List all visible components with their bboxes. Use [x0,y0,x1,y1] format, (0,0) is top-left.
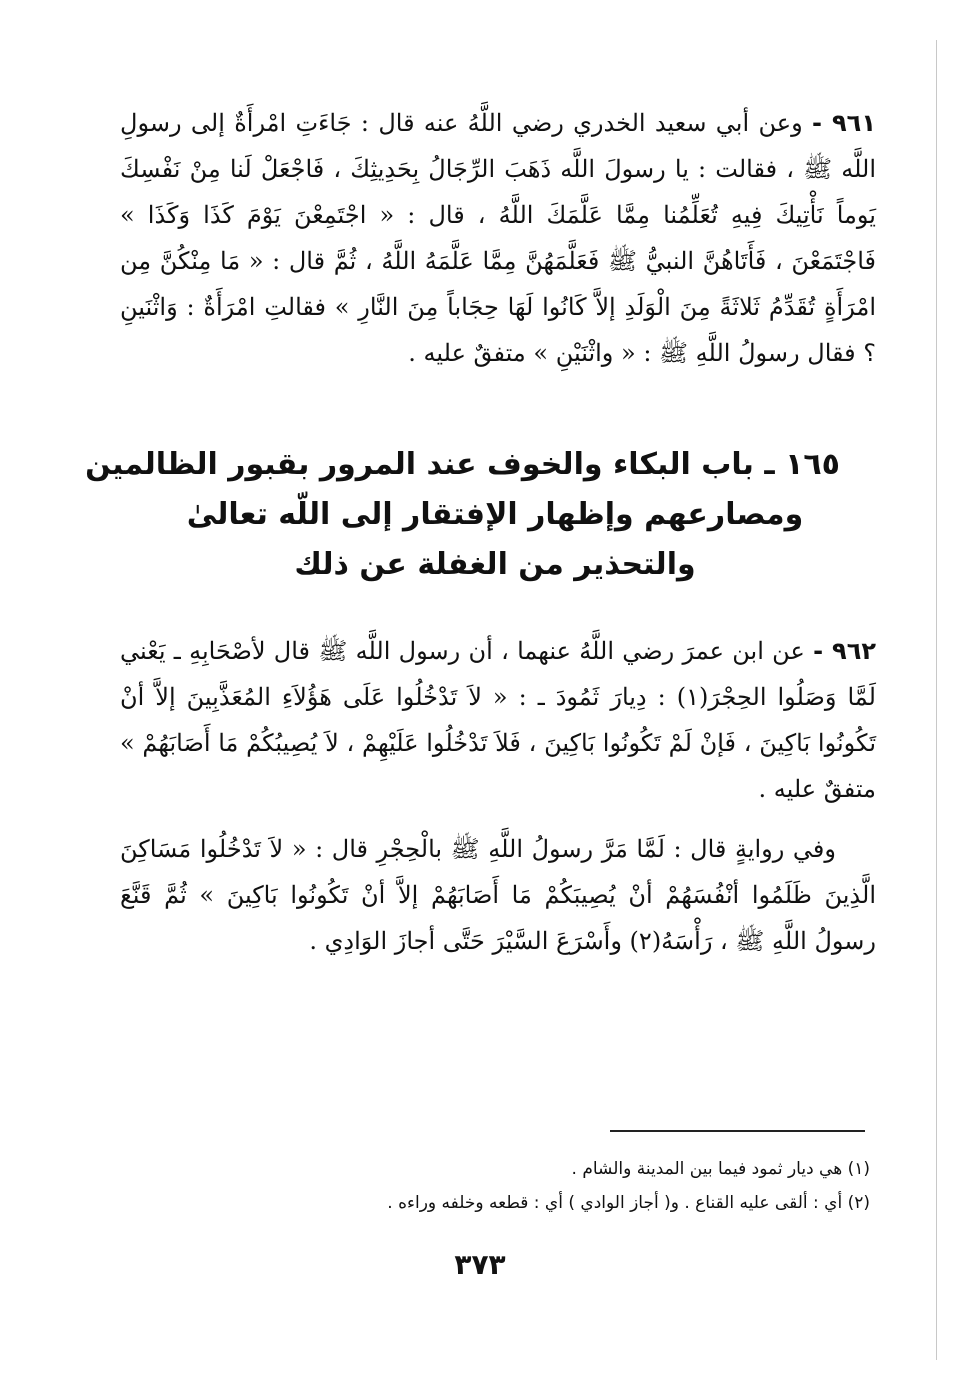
chapter-heading-line-1: ١٦٥ ـ باب البكاء والخوف عند المرور بقبور الظالمين [85,447,840,482]
hadith-962-riwaya-text: وفي روايةٍ قال : لَمَّا مَرَّ رسولُ اللَّهِ ﷺ بالْحِجْرِ قال : « لاَ تَدْخُلُوا مَسَاكِنَ الَّذِينَ ظَلَمُوا أنْفُسَهُمْ أنْ يُصِيبَكُمْ مَا أَصَابَهُمْ إلاَّ أنْ تَكُونُوا بَاكِينَ » ثُمَّ قَنَّعَ رسولُ اللَّهِ ﷺ ، رَأْسَهُ(٢) وأَسْرَعَ السَّيْرَ حَتَّى أجازَ الوَادِي . [120,835,877,955]
chapter-heading-line-3: والتحذير من الغفلة عن ذلك [294,547,696,582]
hadith-962-riwaya-paragraph [120,826,876,964]
chapter-heading [85,440,840,590]
hadith-962-number: ٩٦٢ - [813,637,876,665]
footnotes [300,1152,870,1220]
page-number: ٣٧٣ [454,1248,506,1281]
footnote-1: (١) هي ديار ثمود فيما بين المدينة والشام . [571,1159,870,1179]
hadith-962-text: عن ابن عمرَ رضي اللَّهُ عنهما ، أن رسول اللَّه ﷺ قال لأصْحَابِهِ ـ يَعْني لَمَّا وَصَلُوا الحِجْرَ(١) : دِيارَ ثَمُودَ ـ : « لاَ تَدْخُلُوا عَلَى هَؤُلاَءِ المُعَذَّبِينَ إلاَّ أنْ تَكُونُوا بَاكِينَ ، فَإنْ لَمْ تَكُونُوا بَاكِينَ ، فَلاَ تَدْخُلُوا عَلَيْهِمْ ، لاَ يُصِيبُكُمْ مَا أَصَابَهُمْ » متفقٌ عليه . [120,637,876,803]
hadith-961-paragraph [120,100,876,376]
chapter-heading-line-2: ومصارعهم وإظهار الإفتقار إلى اللّه تعالىٰ [186,497,804,532]
footnote-2: (٢) أي : ألقى عليه القناع . و( أجاز الوادي ) أي : قطعه وخلفه وراءه . [387,1193,870,1213]
footnote-separator [610,1130,865,1132]
scan-edge-line [936,40,937,1360]
hadith-962-paragraph [120,628,876,812]
hadith-961-number: ٩٦١ - [812,109,876,137]
hadith-961-text: وعن أبي سعيد الخدري رضي اللَّهُ عنه قال : جَاءَتِ امْرأَةٌ إلى رسولِ اللَّه ﷺ ، فقالت : يا رسولَ اللَّه ذَهَبَ الرِّجَالُ بِحَدِيثِكَ ، فَاجْعَلْ لَنا مِنْ نَفْسِكَ يَوماً نَأْتِيكَ فِيهِ تُعَلِّمُنا مِمَّا عَلَّمَكَ اللَّهُ ، قال : « اجْتَمِعْنَ يَوْمَ كَذَا وَكَذَا » فَاجْتَمَعْنَ ، فَأَتَاهُنَّ النبيُّ ﷺ فَعَلَّمَهُنَّ مِمَّا عَلَّمَهُ اللَّهُ ، ثُمَّ قال : « مَا مِنْكُنَّ مِن امْرَأَةٍ تُقَدِّمُ ثَلاثَةً مِنَ الْوَلَدِ إلاَّ كَانُوا لَهَا حِجَاباً مِنَ النَّارِ » فقالتِ امْرَأَةٌ : وَاثْنَينِ ؟ فقال رسولُ اللَّهِ ﷺ : « واثْنَيْنِ » متفقٌ عليه . [120,109,876,367]
